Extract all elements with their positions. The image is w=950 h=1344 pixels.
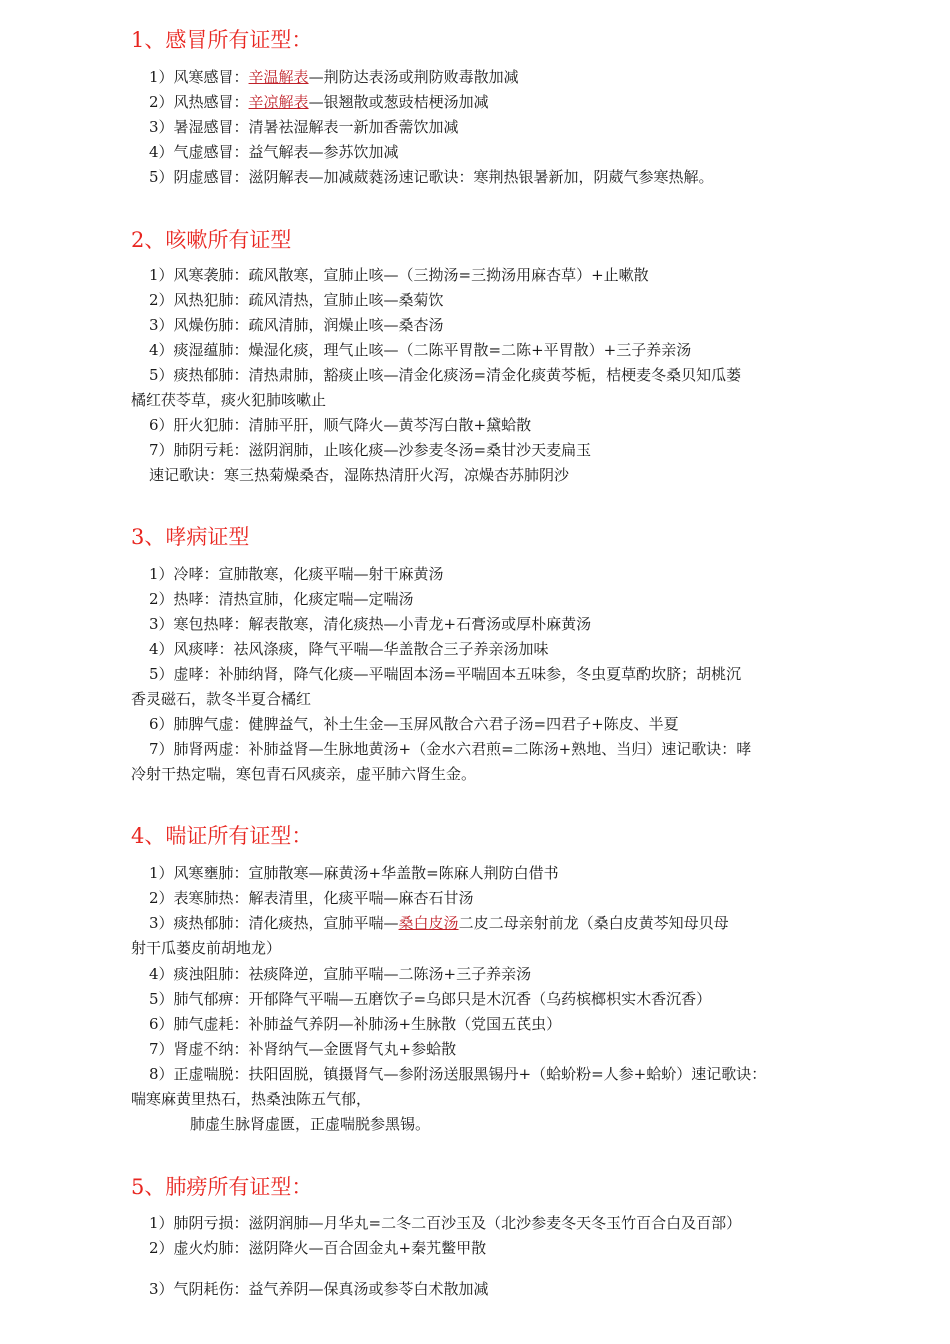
text-line: 5）阴虚感冒：滋阴解表—加减葳蕤汤速记歌诀：寒荆热银暑新加，阴葳气参寒热解。	[149, 168, 714, 186]
text-line: 1）肺阴亏损：滋阴润肺—月华丸=二冬二百沙玉及（北沙参麦冬天冬玉竹百合白及百部）	[149, 1214, 742, 1232]
text-line: 香灵磁石，款冬半夏合橘红	[131, 690, 312, 708]
text-line: 5）痰热郁肺：清热肃肺，豁痰止咳—清金化痰汤=清金化痰黄芩栀，桔梗麦冬桑贝知瓜蒌	[149, 366, 742, 384]
text-line: 5）虚哮：补肺纳肾，降气化痰—平喘固本汤=平喘固本五味参，冬虫夏草酌坎脐；胡桃沉	[149, 665, 742, 683]
text-line: 1）风寒袭肺：疏风散寒，宣肺止咳—（三拗汤=三拗汤用麻杏草）+止嗽散	[149, 266, 649, 284]
text-line: 4）痰浊阻肺：祛痰降逆，宣肺平喘—二陈汤+三子养亲汤	[149, 965, 532, 983]
text-line: 1）风寒壅肺：宣肺散寒—麻黄汤+华盖散=陈麻人荆防白借书	[149, 864, 559, 882]
text-line: 6）肝火犯肺：清肺平肝，顺气降火—黄芩泻白散+黛蛤散	[149, 416, 532, 434]
text-line: 2）表寒肺热：解表清里，化痰平喘—麻杏石甘汤	[149, 889, 474, 907]
text-line: 4）气虚感冒：益气解表—参苏饮加减	[149, 143, 399, 161]
text-line: 4）风痰哮：祛风涤痰，降气平喘—华盖散合三子养亲汤加味	[149, 640, 549, 658]
text-line: 2）虚火灼肺：滋阴降火—百合固金丸+秦艽鳖甲散	[149, 1239, 487, 1257]
text-line: 4）痰湿蕴肺：燥湿化痰，理气止咳—（二陈平胃散=二陈+平胃散）+三子养亲汤	[149, 341, 692, 359]
text-line: 8）正虚喘脱：扶阳固脱，镇摄肾气—参附汤送服黑锡丹+（蛤蚧粉=人参+蛤蚧）速记歌诀：	[149, 1065, 767, 1083]
text-line: 1）冷哮：宣肺散寒，化痰平喘—射干麻黄汤	[149, 565, 444, 583]
text-line: 7）肺肾两虚：补肺益肾—生脉地黄汤+（金水六君煎=二陈汤+熟地、当归）速记歌诀：哮	[149, 740, 752, 758]
text-line: 速记歌诀：寒三热菊燥桑杏，湿陈热清肝火泻，凉燥杏苏肺阴沙	[149, 466, 570, 484]
text-line: 7）肾虚不纳：补肾纳气—金匮肾气丸+参蛤散	[149, 1040, 457, 1058]
text-line: 3）暑湿感冒：清暑祛湿解表一新加香薷饮加减	[149, 118, 459, 136]
text-line: 2）风热犯肺：疏风清热，宣肺止咳—桑菊饮	[149, 291, 444, 309]
text-line: 7）肺阴亏耗：滋阴润肺，止咳化痰—沙参麦冬汤=桑甘沙天麦扁玉	[149, 441, 592, 459]
text-line: 6）肺脾气虚：健脾益气，补土生金—玉屏风散合六君子汤=四君子+陈皮、半夏	[149, 715, 679, 733]
text-line: 喘寒麻黄里热石，热桑浊陈五气郁，	[131, 1090, 372, 1108]
term-link[interactable]: 辛温解表	[248, 68, 309, 86]
section-title-4: 4、喘证所有证型：	[131, 824, 313, 848]
term-link[interactable]: 桑白皮汤	[398, 914, 459, 932]
text-line: 3）气阴耗伤：益气养阴—保真汤或参苓白术散加减	[149, 1280, 489, 1298]
section-title-2: 2、咳嗽所有证型	[131, 228, 292, 252]
text-line: 3）痰热郁肺：清化痰热，宣肺平喘—桑白皮汤二皮二母亲射前龙（桑白皮黄芩知母贝母	[149, 914, 729, 932]
text-line: 3）寒包热哮：解表散寒，清化痰热—小青龙+石膏汤或厚朴麻黄汤	[149, 615, 592, 633]
text-line: 3）风燥伤肺：疏风清肺，润燥止咳—桑杏汤	[149, 316, 444, 334]
text-line: 6）肺气虚耗：补肺益气养阴—补肺汤+生脉散（党国五芪虫）	[149, 1015, 562, 1033]
text-line: 1）风寒感冒：辛温解表—荆防达表汤或荆防败毒散加减	[149, 68, 519, 86]
text-line: 肺虚生脉肾虚匮，正虚喘脱参黑锡。	[190, 1115, 431, 1133]
text-line: 2）风热感冒：辛凉解表—银翘散或葱豉桔梗汤加减	[149, 93, 489, 111]
section-title-1: 1、感冒所有证型：	[131, 28, 313, 52]
text-line: 5）肺气郁痹：开郁降气平喘—五磨饮子=乌郎只是木沉香（乌药槟榔枳实木香沉香）	[149, 990, 712, 1008]
text-line: 冷射干热定喘，寒包青石风痰亲，虚平肺六肾生金。	[131, 765, 477, 783]
term-link[interactable]: 辛凉解表	[248, 93, 309, 111]
text-line: 橘红茯苓草，痰火犯肺咳嗽止	[131, 391, 327, 409]
section-title-5: 5、肺痨所有证型：	[131, 1175, 313, 1199]
section-title-3: 3、哮病证型	[131, 525, 250, 549]
text-line: 2）热哮：清热宣肺，化痰定喘—定喘汤	[149, 590, 414, 608]
text-line: 射干瓜蒌皮前胡地龙）	[131, 939, 282, 957]
